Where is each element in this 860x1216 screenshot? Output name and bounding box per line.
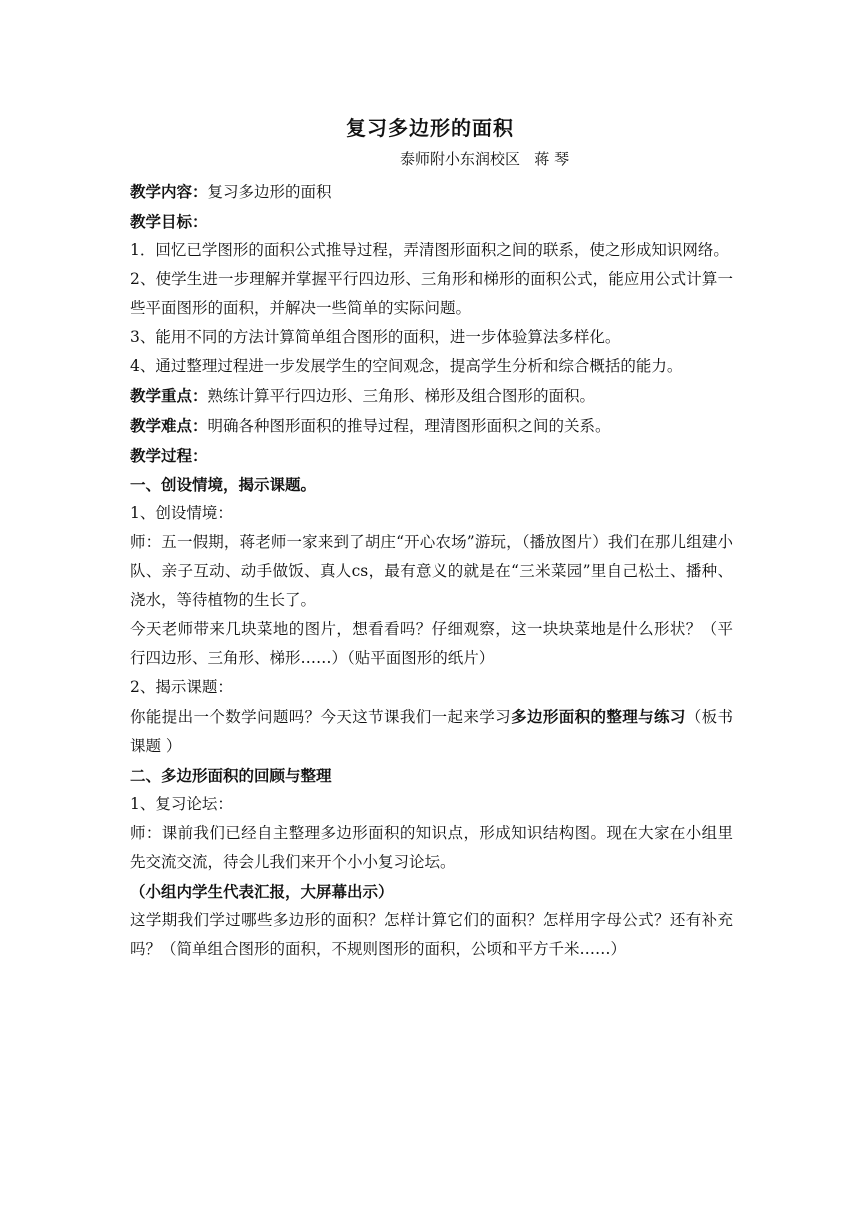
- section-1-paragraph-2: 今天老师带来几块菜地的图片，想看看吗？仔细观察，这一块块菜地是什么形状？（平行四边形、三角形、梯形……）（贴平面图形的纸片）: [130, 620, 733, 667]
- section-1-item-1: 1、创设情境：: [130, 504, 233, 522]
- section-1-item-2: 2、揭示课题：: [130, 678, 233, 696]
- key-points-value: 熟练计算平行四边形、三角形、梯形及组合图形的面积。: [207, 387, 596, 405]
- content-label: 教学内容：: [130, 182, 208, 201]
- paragraph-3-text: 你能提出一个数学问题吗？今天这节课我们一起来学习: [130, 708, 512, 726]
- section-2-paragraph-1: 师：课前我们已经自主整理多边形面积的知识点，形成知识结构图。现在大家在小组里先交流交流，待会儿我们来开个小小复习论坛。: [130, 824, 733, 871]
- goal-item-3: 3、能用不同的方法计算简单组合图形的面积，进一步体验算法多样化。: [130, 328, 621, 346]
- key-points-label: 教学重点：: [130, 386, 208, 405]
- goal-item-2: 2、使学生进一步理解并掌握平行四边形、三角形和梯形的面积公式，能应用公式计算一些平面图形的面积，并解决一些简单的实际问题。: [130, 270, 733, 317]
- difficulties-label: 教学难点：: [130, 416, 208, 435]
- difficulties-value: 明确各种图形面积的推导过程，理清图形面积之间的关系。: [207, 417, 611, 435]
- key-points-line: [130, 381, 733, 411]
- document-title: 复习多边形的面积: [346, 116, 514, 140]
- section-2-paragraph-2: 这学期我们学过哪些多边形的面积？怎样计算它们的面积？怎样用字母公式？还有补充吗？（简单组合图形的面积，不规则图形的面积，公顷和平方千米……）: [130, 911, 733, 958]
- difficulties-line: [130, 411, 733, 441]
- lesson-topic-bold: 多边形面积的整理与练习: [511, 707, 686, 726]
- content-value: 复习多边形的面积: [207, 183, 332, 201]
- document-body: [130, 177, 733, 964]
- content-line: [130, 177, 733, 207]
- section-2-note: （小组内学生代表汇报，大屏幕出示）: [130, 882, 394, 901]
- goals-heading: 教学目标：: [130, 212, 208, 231]
- section-1-paragraph-3: [130, 702, 733, 761]
- section-2-heading: 二、多边形面积的回顾与整理: [130, 766, 332, 785]
- section-1-paragraph-1: 师：五一假期，蒋老师一家来到了胡庄“开心农场”游玩，（播放图片）我们在那儿组建小队、亲子互动、动手做饭、真人cs，最有意义的就是在“三米菜园”里自己松土、播种、浇水，等待植物的生长了。: [130, 533, 733, 609]
- goal-item-4: 4、通过整理过程进一步发展学生的空间观念，提高学生分析和综合概括的能力。: [130, 357, 683, 375]
- process-heading: 教学过程：: [130, 446, 208, 465]
- goal-item-1: 1．回忆已学图形的面积公式推导过程，弄清图形面积之间的联系，使之形成知识网络。: [130, 241, 729, 259]
- paragraph-3-tail: （板书课题 ）: [130, 708, 733, 755]
- author-line: 泰师附小东润校区 蒋 琴: [400, 150, 570, 168]
- section-1-heading: 一、创设情境，揭示课题。: [130, 475, 317, 494]
- section-2-item-1: 1、复习论坛：: [130, 795, 233, 813]
